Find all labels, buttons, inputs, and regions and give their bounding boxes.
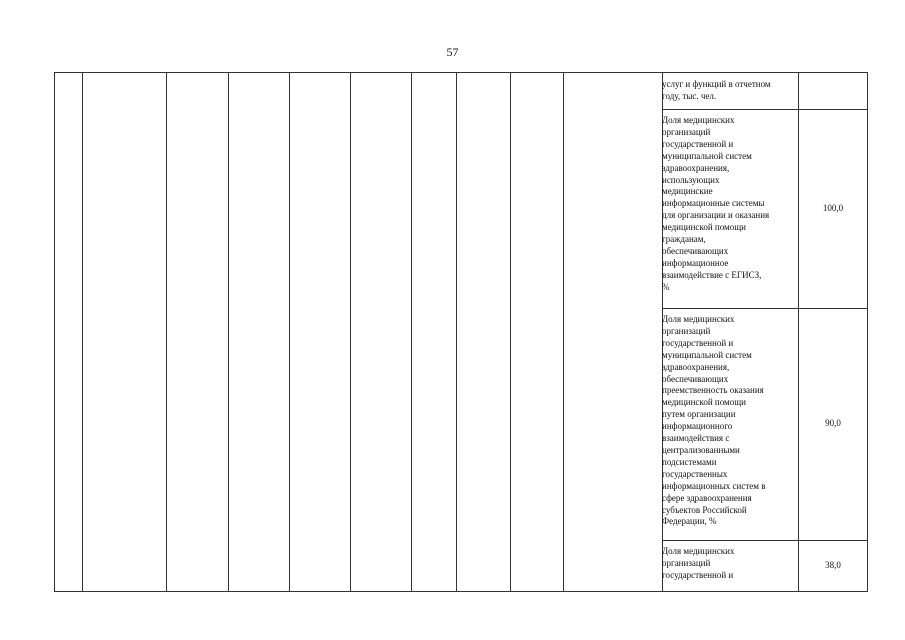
- column-border: [456, 73, 457, 591]
- indicator-value: 90,0: [825, 418, 841, 429]
- column-border: [510, 73, 511, 591]
- column-border: [289, 73, 290, 591]
- indicator-description: Доля медицинских организаций государственной и муниципальной систем здравоохранения, использующих медицинские информационные системы для организации и оказания медицинской помощи гражданам, обеспечивающих информационное взаимодействие с ЕГИСЗ, %: [662, 115, 770, 292]
- column-border: [166, 73, 167, 591]
- column-border: [350, 73, 351, 591]
- indicator-description: Доля медицинских организаций государственной и муниципальной систем здравоохранения, обеспечивающих преемственность оказания медицинской помощи путем организации информационного взаимодействия с централизованными подсистемами государственных информационных систем в сфере здравоохранения субъектов Российской Федерации, %: [662, 314, 766, 527]
- column-border: [411, 73, 412, 591]
- indicator-value: [798, 73, 868, 109]
- column-border: [54, 73, 55, 591]
- indicator-description: Доля медицинских организаций государственной и: [662, 546, 735, 580]
- column-border: [82, 73, 83, 591]
- indicator-value: 100,0: [822, 202, 844, 213]
- indicator-table: [54, 72, 868, 592]
- indicator-description: услуг и функций в отчетном году, тыс. чел.: [662, 79, 771, 101]
- indicator-value: 38,0: [825, 559, 841, 570]
- column-border: [563, 73, 564, 591]
- column-border: [228, 73, 229, 591]
- page-number: 57: [446, 45, 459, 59]
